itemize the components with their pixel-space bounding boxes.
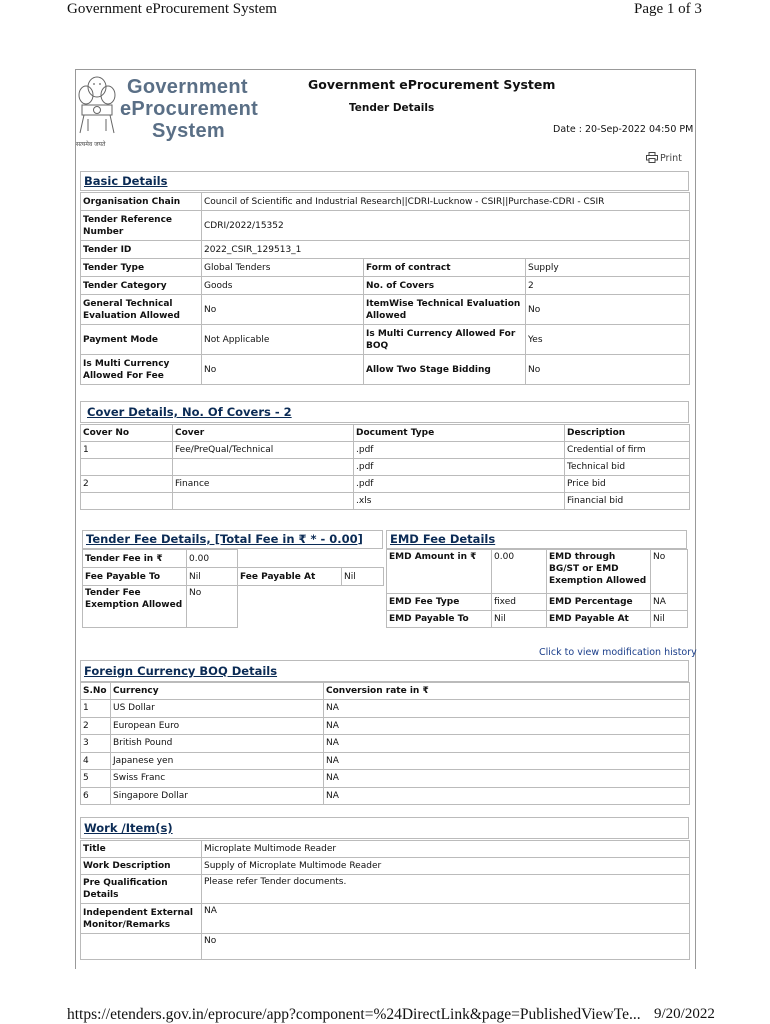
- tender-type-value: Global Tenders: [202, 259, 364, 277]
- table-row: [81, 476, 690, 493]
- serial-no: 1: [81, 700, 111, 718]
- work-item-table: [80, 840, 690, 960]
- pre-qualification-value: Please refer Tender documents.: [202, 875, 690, 904]
- serial-no: 6: [81, 787, 111, 805]
- fee-payable-to-value: Nil: [187, 568, 238, 586]
- print-page-number: Page 1 of 3: [634, 1, 702, 17]
- basic-details-title-box: [80, 171, 689, 191]
- table-row: [81, 717, 690, 735]
- cover-name: Fee/PreQual/Technical: [173, 442, 354, 459]
- work-item-value: No: [202, 934, 690, 960]
- serial-no: 3: [81, 735, 111, 753]
- column-header: Document Type: [354, 425, 565, 442]
- itemwise-technical-evaluation-value: No: [526, 295, 690, 325]
- table-row: [81, 277, 690, 295]
- cover-no: [81, 493, 173, 510]
- table-row: [81, 493, 690, 510]
- organisation-chain-value: Council of Scientific and Industrial Research||CDRI-Lucknow - CSIR||Purchase-CDRI - CSIR: [202, 193, 690, 211]
- foreign-currency-table: [80, 682, 690, 805]
- external-monitor-label: Independent External Monitor/Remarks: [81, 904, 202, 934]
- print-header-title: Government eProcurement System: [67, 1, 277, 17]
- logo-text-line1: Government: [127, 76, 248, 98]
- table-row: [81, 355, 690, 385]
- payment-mode-value: Not Applicable: [202, 325, 364, 355]
- document-type: .xls: [354, 493, 565, 510]
- logo-text-line3: System: [152, 120, 225, 142]
- basic-details-title: Basic Details: [84, 174, 168, 188]
- print-label: Print: [660, 153, 682, 164]
- modification-history-link[interactable]: Click to view modification history: [539, 647, 697, 658]
- page-subtitle: Tender Details: [349, 102, 435, 114]
- payment-mode-label: Payment Mode: [81, 325, 202, 355]
- two-stage-bidding-value: No: [526, 355, 690, 385]
- tender-category-value: Goods: [202, 277, 364, 295]
- fee-payable-to-label: Fee Payable To: [83, 568, 187, 586]
- work-title-label: Title: [81, 841, 202, 858]
- print-footer-date: 9/20/2022: [654, 1006, 715, 1022]
- cover-name: Finance: [173, 476, 354, 493]
- table-row: [81, 841, 690, 858]
- cover-no: 1: [81, 442, 173, 459]
- column-header: S.No: [81, 683, 111, 700]
- multi-currency-boq-label: Is Multi Currency Allowed For BOQ: [364, 325, 526, 355]
- work-title-value: Microplate Multimode Reader: [202, 841, 690, 858]
- tender-reference-label: Tender Reference Number: [81, 211, 202, 241]
- description: Price bid: [565, 476, 690, 493]
- emd-fee-title: EMD Fee Details: [390, 532, 496, 546]
- conversion-rate: NA: [324, 770, 690, 788]
- emd-payable-to-value: Nil: [492, 611, 547, 628]
- table-row: [81, 442, 690, 459]
- table-row: [81, 735, 690, 753]
- work-description-label: Work Description: [81, 858, 202, 875]
- conversion-rate: NA: [324, 700, 690, 718]
- emd-fee-table: [386, 549, 688, 628]
- fee-payable-at-label: Fee Payable At: [238, 568, 342, 586]
- cover-no: [81, 459, 173, 476]
- description: Financial bid: [565, 493, 690, 510]
- multi-currency-fee-label: Is Multi Currency Allowed For Fee: [81, 355, 202, 385]
- table-row: [81, 875, 690, 904]
- table-row: [81, 904, 690, 934]
- tender-reference-value: CDRI/2022/15352: [202, 211, 690, 241]
- emd-payable-to-label: EMD Payable To: [387, 611, 492, 628]
- currency-name: European Euro: [111, 717, 324, 735]
- currency-name: US Dollar: [111, 700, 324, 718]
- document-type: .pdf: [354, 459, 565, 476]
- work-description-value: Supply of Microplate Multimode Reader: [202, 858, 690, 875]
- external-monitor-value: NA: [202, 904, 690, 934]
- table-row: [81, 934, 690, 960]
- fee-payable-at-value: Nil: [342, 568, 384, 586]
- fee-exemption-label: Tender Fee Exemption Allowed: [83, 586, 187, 628]
- emd-through-label: EMD through BG/ST or EMD Exemption Allowed: [547, 550, 651, 594]
- table-row: [81, 752, 690, 770]
- printer-icon: [646, 152, 658, 163]
- itemwise-technical-evaluation-label: ItemWise Technical Evaluation Allowed: [364, 295, 526, 325]
- general-technical-evaluation-value: No: [202, 295, 364, 325]
- currency-name: Singapore Dollar: [111, 787, 324, 805]
- tender-fee-value: 0.00: [187, 550, 238, 568]
- work-item-label: [81, 934, 202, 960]
- table-row: [81, 700, 690, 718]
- cover-details-table: [80, 424, 690, 510]
- print-footer-url: https://etenders.gov.in/eprocure/app?component=%24DirectLink&page=PublishedViewTe...: [67, 1006, 641, 1023]
- emd-fee-type-value: fixed: [492, 594, 547, 611]
- emd-payable-at-value: Nil: [651, 611, 688, 628]
- serial-no: 4: [81, 752, 111, 770]
- cover-name: [173, 493, 354, 510]
- multi-currency-boq-value: Yes: [526, 325, 690, 355]
- conversion-rate: NA: [324, 752, 690, 770]
- tender-fee-label: Tender Fee in ₹: [83, 550, 187, 568]
- column-header: Currency: [111, 683, 324, 700]
- table-row: [81, 325, 690, 355]
- document-type: .pdf: [354, 442, 565, 459]
- tender-category-label: Tender Category: [81, 277, 202, 295]
- table-row: [81, 787, 690, 805]
- table-row: [81, 259, 690, 277]
- pre-qualification-label: Pre Qualification Details: [81, 875, 202, 904]
- site-title: Government eProcurement System: [308, 77, 556, 92]
- national-emblem-icon: [76, 73, 118, 149]
- emd-payable-at-label: EMD Payable At: [547, 611, 651, 628]
- emblem-caption: सत्यमेव जयते: [76, 141, 106, 148]
- column-header: Cover No: [81, 425, 173, 442]
- emd-percentage-label: EMD Percentage: [547, 594, 651, 611]
- currency-name: Japanese yen: [111, 752, 324, 770]
- tender-type-label: Tender Type: [81, 259, 202, 277]
- basic-details-table: [80, 192, 690, 385]
- conversion-rate: NA: [324, 717, 690, 735]
- two-stage-bidding-label: Allow Two Stage Bidding: [364, 355, 526, 385]
- multi-currency-fee-value: No: [202, 355, 364, 385]
- no-of-covers-label: No. of Covers: [364, 277, 526, 295]
- cover-no: 2: [81, 476, 173, 493]
- work-item-title: Work /Item(s): [84, 821, 173, 835]
- column-header: Description: [565, 425, 690, 442]
- tender-fee-table: [82, 549, 384, 628]
- conversion-rate: NA: [324, 735, 690, 753]
- form-of-contract-value: Supply: [526, 259, 690, 277]
- serial-no: 5: [81, 770, 111, 788]
- organisation-chain-label: Organisation Chain: [81, 193, 202, 211]
- column-header: Conversion rate in ₹: [324, 683, 690, 700]
- no-of-covers-value: 2: [526, 277, 690, 295]
- form-of-contract-label: Form of contract: [364, 259, 526, 277]
- description: Credential of firm: [565, 442, 690, 459]
- currency-name: Swiss Franc: [111, 770, 324, 788]
- cover-name: [173, 459, 354, 476]
- currency-name: British Pound: [111, 735, 324, 753]
- description: Technical bid: [565, 459, 690, 476]
- table-row: [81, 770, 690, 788]
- conversion-rate: NA: [324, 787, 690, 805]
- tender-id-label: Tender ID: [81, 241, 202, 259]
- report-date: Date : 20-Sep-2022 04:50 PM: [553, 124, 694, 135]
- logo-text-line2: eProcurement: [120, 98, 259, 120]
- general-technical-evaluation-label: General Technical Evaluation Allowed: [81, 295, 202, 325]
- emd-amount-value: 0.00: [492, 550, 547, 594]
- emd-amount-label: EMD Amount in ₹: [387, 550, 492, 594]
- document-type: .pdf: [354, 476, 565, 493]
- emd-through-value: No: [651, 550, 688, 594]
- column-header: Cover: [173, 425, 354, 442]
- table-row: [81, 858, 690, 875]
- fee-exemption-value: No: [187, 586, 238, 628]
- table-row: [81, 459, 690, 476]
- tender-fee-title: Tender Fee Details, [Total Fee in ₹ * - 0.00]: [86, 532, 363, 546]
- foreign-currency-title: Foreign Currency BOQ Details: [84, 664, 278, 678]
- emd-fee-type-label: EMD Fee Type: [387, 594, 492, 611]
- cover-details-title: Cover Details, No. Of Covers - 2: [87, 405, 292, 419]
- print-button[interactable]: [646, 152, 682, 164]
- table-row: [81, 295, 690, 325]
- serial-no: 2: [81, 717, 111, 735]
- emd-percentage-value: NA: [651, 594, 688, 611]
- tender-id-value: 2022_CSIR_129513_1: [202, 241, 690, 259]
